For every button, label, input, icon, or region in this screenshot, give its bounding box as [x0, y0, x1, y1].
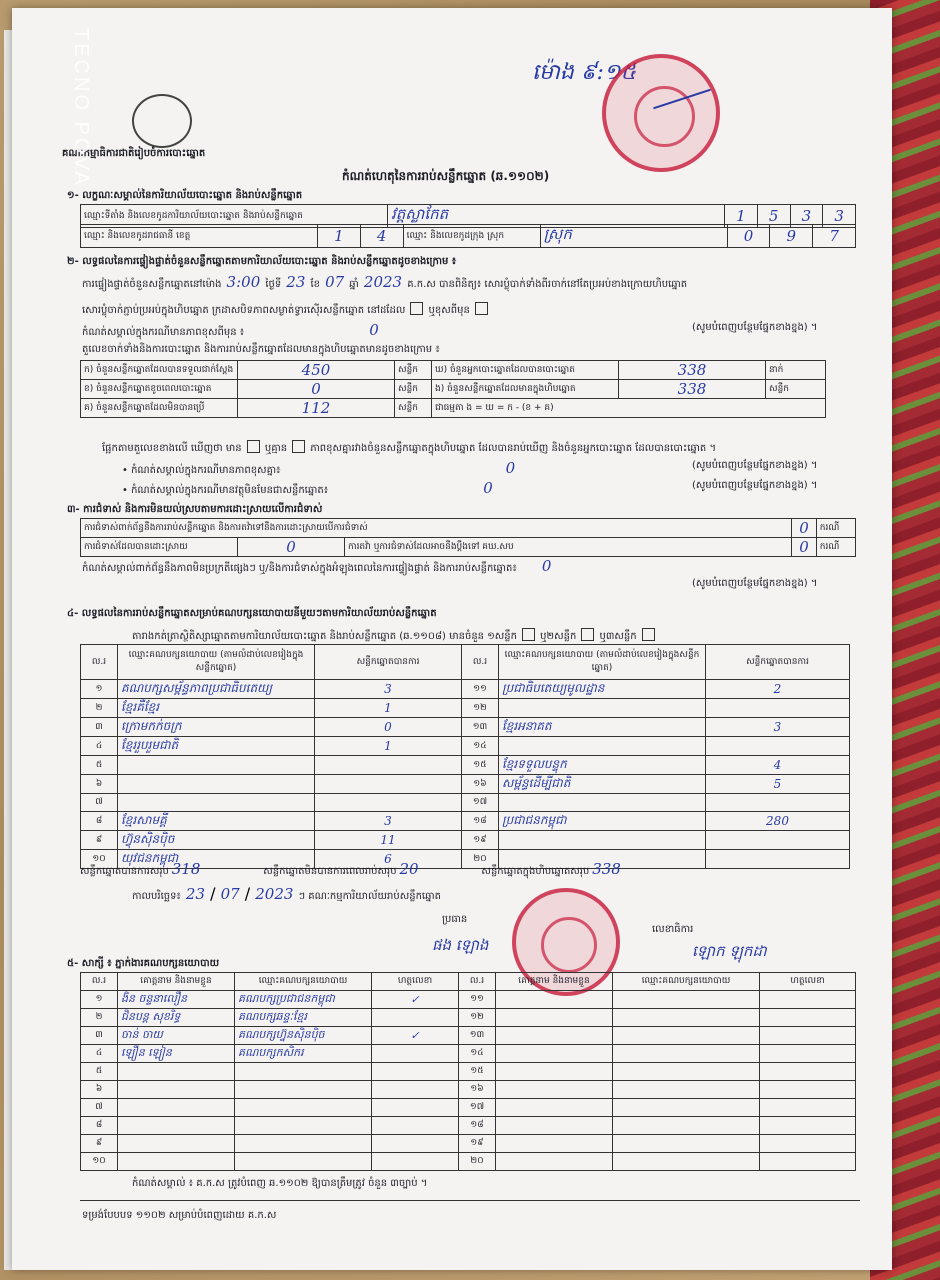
chair-label: ប្រធាន: [442, 914, 468, 925]
party-votes[interactable]: 3: [315, 680, 462, 699]
col-no: ល.រ: [81, 973, 118, 991]
col-party: ឈ្មោះគណបក្សនយោបាយ: [235, 973, 372, 991]
witness-signature[interactable]: [372, 1117, 459, 1135]
row-no: ១០: [81, 850, 118, 869]
party-votes[interactable]: 11: [315, 831, 462, 850]
total-valid[interactable]: 318: [171, 860, 201, 878]
witness-signature[interactable]: [760, 1027, 856, 1045]
witness-name[interactable]: ឡឿន ឡៀន: [118, 1045, 235, 1063]
row-no: ១៧: [462, 794, 499, 812]
total-in-box[interactable]: 338: [592, 860, 621, 878]
voters-value[interactable]: 338: [619, 361, 766, 380]
witness-name[interactable]: [496, 1027, 613, 1045]
witness-name[interactable]: [496, 991, 613, 1009]
secretary-name: ឡោក ឡុកដា: [692, 942, 767, 960]
s3-table: [80, 518, 856, 557]
row-no: ៥: [81, 756, 118, 775]
s3-note: [82, 556, 551, 576]
form-title: កំណត់ហេតុនៃការរាប់សន្លឹកឆ្នោត (ឆ.១១០២): [342, 169, 550, 183]
table-row: [81, 1045, 856, 1063]
label: • កំណត់សម្គាល់ក្នុងករណីមានវត្ថុមិនមែនជាសន្លឹកឆ្នោត៖: [122, 485, 329, 496]
table-row: [81, 737, 850, 756]
party-name[interactable]: ក្រោមកក់ចក្រ: [118, 718, 315, 737]
s4-heading: ៤- លទ្ធផលនៃការរាប់សន្លឹកឆ្នោតសម្រាប់គណបក្សនយោបាយនីមួយៗតាមការិយាល័យរាប់សន្លឹកឆ្នោត: [67, 608, 437, 619]
row-no: ១១: [462, 680, 499, 699]
label: ឬគ្មាន: [264, 443, 288, 454]
spoiled-value[interactable]: 0: [238, 380, 395, 399]
s2-bullet2: [122, 478, 493, 498]
s1-code[interactable]: 7: [813, 225, 856, 248]
party-name[interactable]: [118, 775, 315, 794]
label: ផ្អែកតាមតួលេខខាងលើ ឃើញថា មាន: [102, 443, 242, 454]
witness-name[interactable]: [496, 1045, 613, 1063]
row-no: ៨: [81, 812, 118, 831]
row-no: ១៩: [459, 1135, 496, 1153]
unit: សន្លឹក: [395, 361, 432, 380]
col-no: ល.រ: [462, 645, 499, 680]
col-votes: សន្លឹកឆ្នោតបានការ: [706, 645, 850, 680]
witness-signature[interactable]: [372, 1009, 459, 1027]
party-votes[interactable]: 280: [706, 812, 850, 831]
row-no: ១០: [81, 1153, 118, 1171]
witness-party[interactable]: [613, 1009, 760, 1027]
label: ភាពខុសគ្នារវាងចំនួនសន្លឹកឆ្នោតក្នុងហិបឆ្នោត ដែលបានរាប់ឃើញ និងចំនួនអ្នកបោះឆ្នោត ដែលបានបោះឆ្នោត ។: [310, 443, 717, 454]
unit: ករណី: [816, 538, 855, 557]
s1-r2-mid: ឈ្មោះ និងលេខកូដក្រុង ស្រុក: [403, 225, 540, 248]
witness-party[interactable]: [613, 1027, 760, 1045]
witness-party[interactable]: [235, 1099, 372, 1117]
row-no: ៧: [81, 1099, 118, 1117]
count-label: ង) ចំនួនសន្លឹកឆ្នោតដែលមានក្នុងហិបឆ្នោត: [432, 380, 619, 399]
s1-code[interactable]: 1: [318, 225, 361, 248]
s3-r2b-label: ការតវ៉ា ឬការជំទាស់ដែលអាចនឹងប្ដឹងទៅ គឃ.សប: [345, 538, 792, 557]
witness-party[interactable]: [613, 1081, 760, 1099]
row-no: ១៣: [462, 718, 499, 737]
label: ឬ២សន្លឹក: [540, 631, 577, 642]
party-name[interactable]: ខ្មែររួបរួមជាតិ: [118, 737, 315, 756]
table-row: [81, 1099, 856, 1117]
witness-signature[interactable]: [372, 1063, 459, 1081]
footer-divider: [80, 1200, 860, 1201]
s1-code[interactable]: 5: [757, 205, 790, 228]
time-value[interactable]: 3:00: [226, 273, 261, 291]
table-row: [81, 680, 850, 699]
col-no: ល.រ: [459, 973, 496, 991]
party-name[interactable]: ហ៊្វុនស៊ិនប៉ិច: [118, 831, 315, 850]
party-name[interactable]: [499, 737, 706, 756]
s3-r1-value[interactable]: 0: [792, 519, 816, 538]
formula: ជាធម្មតា ង = ឃ = ក - (ខ + គ): [432, 399, 826, 418]
party-votes[interactable]: 6: [315, 850, 462, 869]
party-name[interactable]: [499, 699, 706, 718]
label: ឆ្នាំ: [349, 279, 359, 290]
watermark-line1: TECNO: [70, 28, 92, 113]
witness-party[interactable]: [613, 1063, 760, 1081]
row-no: ៨: [81, 1117, 118, 1135]
witness-name[interactable]: [118, 1099, 235, 1117]
row-no: ១៩: [462, 831, 499, 850]
s2-line1: [82, 272, 687, 292]
col-sig: ហត្ថលេខា: [372, 973, 459, 991]
witness-signature[interactable]: [372, 1153, 459, 1171]
s2-counts-table: [80, 360, 826, 418]
witness-party[interactable]: គណបក្សប្រជាជនកម្ពុជា: [235, 991, 372, 1009]
row-no: ២០: [459, 1153, 496, 1171]
s1-code[interactable]: 4: [360, 225, 403, 248]
row-no: ១៥: [459, 1063, 496, 1081]
witness-party[interactable]: [235, 1081, 372, 1099]
label: ការផ្ទៀងផ្ទាត់ចំនួនសន្លឹកឆ្នោតនៅម៉ោង: [82, 279, 222, 290]
s5-note: កំណត់សម្គាល់ ៖ គ.ក.ស ត្រូវបំពេញ ឆ.១១០២ ឱ្យបានត្រឹមត្រូវ ចំនួន ៣ច្បាប់ ។: [132, 1178, 428, 1189]
party-votes[interactable]: 2: [706, 680, 850, 699]
row-no: ៤: [81, 1045, 118, 1063]
witness-party[interactable]: [613, 991, 760, 1009]
unit: សន្លឹក: [395, 399, 432, 418]
row-no: ១៨: [459, 1117, 496, 1135]
col-party: ឈ្មោះគណបក្សនយោបាយ: [613, 973, 760, 991]
witness-signature[interactable]: [760, 1045, 856, 1063]
table-row: [81, 775, 850, 794]
row-no: ៦: [81, 1081, 118, 1099]
witness-name[interactable]: ជិនបន្ដ សុខរិទ្ធ: [118, 1009, 235, 1027]
label: • កំណត់សម្គាល់ក្នុងករណីមានភាពខុសគ្នា៖: [122, 465, 281, 476]
party-name[interactable]: ប្រជាធិបតេយ្យមូលដ្ឋាន: [499, 680, 706, 699]
emblem-icon: [132, 94, 192, 148]
witness-party[interactable]: [235, 1135, 372, 1153]
witness-signature[interactable]: [372, 1045, 459, 1063]
party-name[interactable]: យុវជនកម្ពុជា: [118, 850, 315, 869]
total-invalid[interactable]: 20: [399, 860, 419, 878]
party-name[interactable]: សម្ព័ន្ធដើម្បីជាតិ: [499, 775, 706, 794]
received-value[interactable]: 450: [238, 361, 395, 380]
s1-code[interactable]: 1: [725, 205, 758, 228]
table-row: [81, 831, 850, 850]
col-sig: ហត្ថលេខា: [760, 973, 856, 991]
party-votes[interactable]: [706, 831, 850, 850]
witness-name[interactable]: [118, 1153, 235, 1171]
checkbox-has-diff[interactable]: [247, 440, 260, 453]
witness-name[interactable]: [496, 1153, 613, 1171]
table-row: [81, 756, 850, 775]
s2-note1: [82, 320, 379, 340]
count-label: ក) ចំនួនសន្លឹកឆ្នោតដែលបានទទួលជាក់ស្តែង: [81, 361, 238, 380]
date-month[interactable]: 07: [220, 885, 240, 903]
s3-r2-label: ការជំទាស់ដែលបានដោះស្រាយ: [81, 538, 238, 557]
party-votes[interactable]: [706, 699, 850, 718]
party-votes[interactable]: 3: [315, 812, 462, 831]
form-paper: [12, 8, 892, 1270]
table-row: [81, 1081, 856, 1099]
s3-r2b-value[interactable]: 0: [792, 538, 816, 557]
watermark: [22, 28, 92, 188]
col-name: គោត្តនាម និងនាមខ្លួន: [118, 973, 235, 991]
date-line: កាលបរិច្ឆេទ៖ 23 / 07 / 2023 ៗ គណៈកម្មការិយាល័យរាប់សន្លឹកឆ្នោត: [132, 884, 441, 903]
label: តារាងកត់ត្រាស្ថិតិស្សាឆ្នោតតាមការិយាល័យបោះឆ្នោត និងរាប់សន្លឹកឆ្នោត (ឆ.១១០៨) មានចំនួន ១សន្លឹក: [132, 631, 517, 642]
witness-party[interactable]: [613, 1135, 760, 1153]
row-no: ១៧: [459, 1099, 496, 1117]
party-name[interactable]: គណបក្សសម្ព័ន្ធភាពប្រជាធិបតេយ្យ: [118, 680, 315, 699]
label: សន្លឹកឆ្នោតមិនបានការពេលរាប់សរុប: [263, 866, 397, 877]
row-no: ១២: [459, 1009, 496, 1027]
row-no: ១៤: [459, 1045, 496, 1063]
witness-party[interactable]: [235, 1153, 372, 1171]
secretary-label: លេខាធិការ: [652, 924, 694, 935]
witness-signature[interactable]: [760, 1153, 856, 1171]
red-stamp-top: [602, 54, 720, 172]
fill-note: (សូមបំពេញបន្ថែមផ្នែកខាងខ្នង) ។: [692, 460, 818, 471]
s1-r1-label: ឈ្មោះទីតាំង និងលេខកូដការិយាល័យបោះឆ្នោត និងរាប់សន្លឹកឆ្នោត: [81, 205, 388, 228]
party-name[interactable]: ខ្មែរអនាគត: [499, 718, 706, 737]
row-no: ១៨: [462, 812, 499, 831]
witness-signature[interactable]: ✓: [372, 1027, 459, 1045]
label: សន្លឹកឆ្នោតបានការសរុប: [80, 866, 169, 877]
party-votes[interactable]: [315, 756, 462, 775]
count-label: គ) ចំនួនសន្លឹកឆ្នោតដែលមិនបានប្រើ: [81, 399, 238, 418]
row-no: ៤: [81, 737, 118, 756]
s2-heading: ២- លទ្ធផលនៃការផ្ទៀងផ្ទាត់ចំនួនសន្លឹកឆ្នោតតាមការិយាល័យបោះឆ្នោត និងរាប់សន្លឹកឆ្នោតដូចខាងក្រោម ៖: [67, 256, 457, 267]
totals-row: [80, 860, 850, 879]
results-table: [80, 644, 850, 869]
party-name[interactable]: ប្រជាជនកម្ពុជា: [499, 812, 706, 831]
top-note: ម៉ោង ៩:១៥: [532, 60, 637, 85]
table-row: [81, 1153, 856, 1171]
party-votes[interactable]: [706, 737, 850, 756]
commission-name: គណៈកម្មាធិការជាតិរៀបចំការបោះឆ្នោត: [62, 148, 206, 159]
witness-party[interactable]: [613, 1045, 760, 1063]
col-party: ឈ្មោះគណបក្សនយោបាយ (តាមលំដាប់លេខរៀងក្នុងសន្លឹកឆ្នោត): [118, 645, 315, 680]
row-no: ២០: [462, 850, 499, 869]
row-no: ៩: [81, 1135, 118, 1153]
witness-name[interactable]: [118, 1135, 235, 1153]
row-no: ៥: [81, 1063, 118, 1081]
witness-signature[interactable]: [760, 1081, 856, 1099]
label: ៗ គណៈកម្មការិយាល័យរាប់សន្លឹកឆ្នោត: [298, 891, 441, 902]
row-no: ២: [81, 699, 118, 718]
witness-table: [80, 972, 856, 1171]
label: ខែ: [310, 279, 321, 290]
checkbox-different[interactable]: [475, 302, 488, 315]
row-no: ១២: [462, 699, 499, 718]
row-no: ១: [81, 991, 118, 1009]
witness-signature[interactable]: [372, 1135, 459, 1153]
watermark-line2: POVA: [70, 121, 92, 188]
unit: សន្លឹក: [395, 380, 432, 399]
row-no: ៣: [81, 1027, 118, 1045]
witness-signature[interactable]: [760, 1135, 856, 1153]
witness-name[interactable]: [118, 1117, 235, 1135]
s4-sub: [132, 624, 655, 644]
unit: នាក់: [766, 361, 826, 380]
witness-name[interactable]: [496, 1135, 613, 1153]
checkbox-1-sheet[interactable]: [522, 628, 535, 641]
witness-party[interactable]: [235, 1063, 372, 1081]
s5-heading: ៥- សាក្សី ៖ ភ្នាក់ងារគណបក្សនយោបាយ: [67, 958, 220, 969]
table-row: [81, 991, 856, 1009]
witness-signature[interactable]: [760, 1117, 856, 1135]
party-name[interactable]: [499, 831, 706, 850]
unit: ករណី: [816, 519, 855, 538]
in-box-value[interactable]: 338: [619, 380, 766, 399]
party-name[interactable]: ខ្មែរសាមគ្គី: [118, 812, 315, 831]
s1-r1-value[interactable]: វត្តស្លាកែត: [388, 205, 725, 228]
s2-line2: [82, 298, 488, 318]
party-votes[interactable]: 3: [706, 718, 850, 737]
witness-name[interactable]: ងិន ចន្ទនាលឿន: [118, 991, 235, 1009]
row-no: ១៦: [462, 775, 499, 794]
count-label: ឃ) ចំនួនអ្នកបោះឆ្នោតដែលបានបោះឆ្នោត: [432, 361, 619, 380]
footer: ទម្រង់បែបបទ ១១០២ សម្រាប់បំពេញដោយ គ.ក.ស: [82, 1210, 277, 1221]
party-votes[interactable]: 4: [706, 756, 850, 775]
s1-table-row2: [80, 224, 856, 248]
label: គ.ក.ស បានពិនិត្យ៖ សោរប្លុំបាក់ទាំងពីរចាក់នៅតែប្រអប់ខាងក្រោយហិបឆ្នោត: [407, 279, 688, 290]
table-row: [81, 1117, 856, 1135]
s3-note-value[interactable]: 0: [541, 557, 552, 575]
witness-party[interactable]: គណបក្សកសិករ: [235, 1045, 372, 1063]
fill-note: (សូមបំពេញបន្ថែមផ្នែកខាងខ្នង) ។: [692, 578, 818, 589]
bullet2-value[interactable]: 0: [483, 479, 493, 497]
row-no: ១៣: [459, 1027, 496, 1045]
witness-name[interactable]: [496, 1081, 613, 1099]
row-no: ៦: [81, 775, 118, 794]
fill-note: (សូមបំពេញបន្ថែមផ្នែកខាងខ្នង) ។: [692, 322, 818, 333]
year-value[interactable]: 2023: [363, 273, 403, 291]
row-no: ១៥: [462, 756, 499, 775]
s1-code[interactable]: 3: [790, 205, 823, 228]
col-votes: សន្លឹកឆ្នោតបានការ: [315, 645, 462, 680]
s1-code[interactable]: 3: [823, 205, 856, 228]
row-no: ១: [81, 680, 118, 699]
checkbox-same[interactable]: [410, 302, 423, 315]
witness-signature[interactable]: [760, 991, 856, 1009]
count-label: ខ) ចំនួនសន្លឹកឆ្នោតខូចពេលបោះឆ្នោត: [81, 380, 238, 399]
table-row: [81, 794, 850, 812]
witness-signature[interactable]: [372, 1081, 459, 1099]
label: សន្លឹកឆ្នោតក្នុងហិបឆ្នោតសរុប: [481, 866, 590, 877]
witness-party[interactable]: គណបក្សឆន្ទៈខ្មែរ: [235, 1009, 372, 1027]
party-votes[interactable]: [706, 794, 850, 812]
witness-name[interactable]: [496, 1009, 613, 1027]
witness-name[interactable]: ចាន់ ចាយ: [118, 1027, 235, 1045]
s2-line3: តួលេខចាក់ទាំងនិងការបោះឆ្នោត និងការរាប់សន្លឹកឆ្នោតដែលមានក្នុងហិបឆ្នោតមានដូចខាងក្រោម ៖: [82, 344, 440, 355]
col-no: ល.រ: [81, 645, 118, 680]
table-row: [81, 1135, 856, 1153]
table-row: [81, 718, 850, 737]
unit: សន្លឹក: [766, 380, 826, 399]
date-day[interactable]: 23: [185, 885, 206, 903]
party-votes[interactable]: 1: [315, 699, 462, 718]
table-row: [81, 699, 850, 718]
label: ឬ៣សន្លឹក: [599, 631, 637, 642]
witness-party[interactable]: [613, 1099, 760, 1117]
date-year[interactable]: 2023: [255, 885, 294, 903]
s3-heading: ៣- ការជំទាស់ និងការមិនយល់ស្របតាមការដោះស្រាយលើការជំទាស់: [67, 504, 323, 515]
witness-name[interactable]: [118, 1063, 235, 1081]
witness-party[interactable]: គណបក្សហ្វ៊ុនស៊ិនប៉ិច: [235, 1027, 372, 1045]
s1-code[interactable]: 0: [727, 225, 770, 248]
witness-signature[interactable]: [372, 1099, 459, 1117]
row-no: ១១: [459, 991, 496, 1009]
label: កាលបរិច្ឆេទ៖: [132, 891, 181, 902]
note1-value[interactable]: 0: [369, 321, 379, 339]
row-no: ១៦: [459, 1081, 496, 1099]
s2-bullet1: [122, 458, 515, 478]
witness-signature[interactable]: [760, 1063, 856, 1081]
s1-heading: ១- លក្ខណៈសម្គាល់នៃការិយាល័យបោះឆ្នោត និងរាប់សន្លឹកឆ្នោត: [67, 190, 303, 201]
table-row: [81, 1027, 856, 1045]
col-party: ឈ្មោះគណបក្សនយោបាយ (តាមលំដាប់លេខរៀងក្នុងសន្លឹកឆ្នោត): [499, 645, 706, 680]
checkbox-3-sheets[interactable]: [642, 628, 655, 641]
label: កំណត់សម្គាល់ក្នុងករណីមានភាពខុសពីមុន ៖: [82, 327, 245, 338]
party-name[interactable]: [499, 794, 706, 812]
table-row: [81, 1063, 856, 1081]
label: សោរប្លុំចាក់ភ្ជាប់ប្រអប់ក្នុងហិបឆ្នោត ក្រដាសបិទភាពសម្ងាត់ទ្វារស៊ើរសន្លឹកឆ្នោត នៅដដែល: [82, 305, 406, 316]
witness-name[interactable]: [496, 1117, 613, 1135]
label: ថ្ងៃទី: [265, 279, 282, 290]
s2-line4: [102, 436, 862, 456]
s1-code[interactable]: 9: [770, 225, 813, 248]
checkbox-no-diff[interactable]: [292, 440, 305, 453]
s1-r2-label: ឈ្មោះ និងលេខកូដរាជធានី ខេត្ត: [81, 225, 318, 248]
party-name[interactable]: ខ្មែរទទួលបន្ទុក: [499, 756, 706, 775]
table-row: [81, 1009, 856, 1027]
witness-name[interactable]: [496, 1063, 613, 1081]
party-name[interactable]: [118, 794, 315, 812]
s3-r2-value[interactable]: 0: [238, 538, 345, 557]
party-name[interactable]: [118, 756, 315, 775]
party-votes[interactable]: 0: [315, 718, 462, 737]
table-row: [81, 812, 850, 831]
row-no: ៧: [81, 794, 118, 812]
witness-name[interactable]: [496, 1099, 613, 1117]
bullet1-value[interactable]: 0: [505, 459, 516, 477]
party-votes[interactable]: [315, 794, 462, 812]
witness-signature[interactable]: ✓: [372, 991, 459, 1009]
witness-signature[interactable]: [760, 1099, 856, 1117]
row-no: ៣: [81, 718, 118, 737]
witness-party[interactable]: [613, 1153, 760, 1171]
row-no: ៩: [81, 831, 118, 850]
chair-name: ផង ឡេាង: [432, 936, 489, 954]
label: ឬខុសពីមុន: [428, 305, 470, 316]
row-no: ១៤: [462, 737, 499, 756]
fill-note: (សូមបំពេញបន្ថែមផ្នែកខាងខ្នង) ។: [692, 480, 818, 491]
party-votes[interactable]: 1: [315, 737, 462, 756]
checkbox-2-sheets[interactable]: [581, 628, 594, 641]
party-name[interactable]: ខ្មែរគឺខ្មែរ: [118, 699, 315, 718]
witness-party[interactable]: [235, 1117, 372, 1135]
witness-name[interactable]: [118, 1081, 235, 1099]
party-votes[interactable]: [315, 775, 462, 794]
day-value[interactable]: 23: [286, 273, 306, 291]
row-no: ២: [81, 1009, 118, 1027]
month-value[interactable]: 07: [325, 273, 345, 291]
unused-value[interactable]: 112: [238, 399, 395, 418]
witness-party[interactable]: [613, 1117, 760, 1135]
witness-signature[interactable]: [760, 1009, 856, 1027]
label: កំណត់សម្គាល់ពាក់ព័ន្ធនឹងភាពមិនប្រក្រតីផ្សេងៗ ឬ/និងការជំទាស់ក្នុងអំឡុងពេលនៃការផ្ទៀងផ្ទាត់ និងការរាប់សន្លឹកឆ្នោត៖: [82, 563, 517, 574]
col-name: គោត្តនាម និងនាមខ្លួន: [496, 973, 613, 991]
party-votes[interactable]: 5: [706, 775, 850, 794]
s1-r2-value[interactable]: ស្រុក: [540, 225, 727, 248]
s3-r1-label: ការជំទាស់ពាក់ព័ន្ធនឹងការរាប់សន្លឹកឆ្នោត និងការតវ៉ាទៅនឹងការដោះស្រាយបើការជំទាស់: [81, 519, 792, 538]
